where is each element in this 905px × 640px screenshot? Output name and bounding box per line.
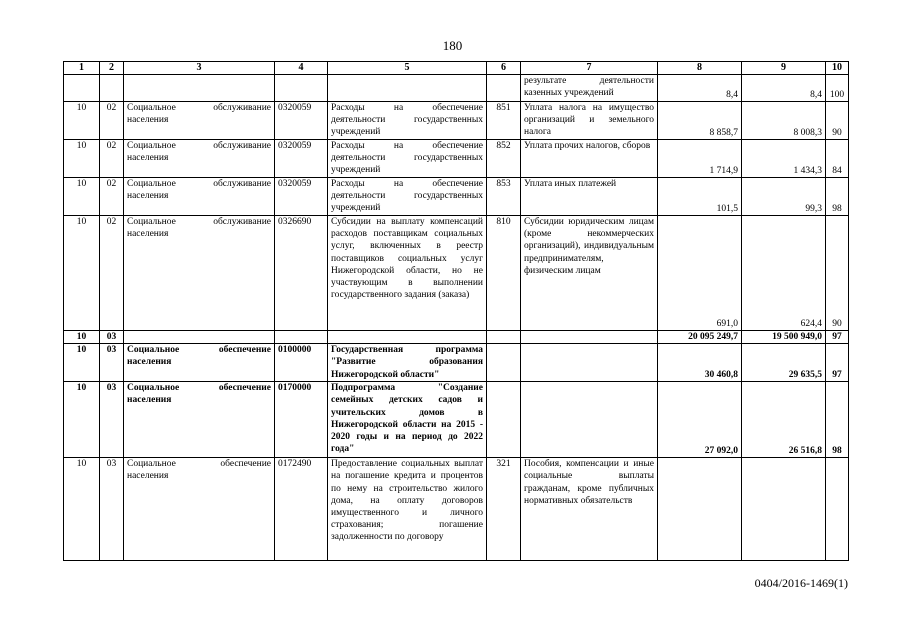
cell-target-code: 0320059: [275, 140, 328, 178]
cell-subsection: 03: [100, 344, 124, 382]
cell-plan: 27 092,0: [658, 382, 742, 458]
cell-section-name: Социальное обслуживание населения: [124, 140, 275, 178]
cell-plan: [658, 458, 742, 561]
cell-percent: 84: [826, 140, 849, 178]
cell-plan: 1 714,9: [658, 140, 742, 178]
cell-section-name: Социальное обслуживание населения: [124, 216, 275, 331]
cell-section: 10: [64, 458, 100, 561]
cell-section: [64, 75, 100, 102]
cell-actual: [742, 458, 826, 561]
cell-target-name: Расходы на обеспечение деятельности государственных учреждений: [328, 102, 487, 140]
cell-plan: 691,0: [658, 216, 742, 331]
cell-subsection: 02: [100, 102, 124, 140]
table-row: [64, 75, 849, 102]
cell-actual: 8 008,3: [742, 102, 826, 140]
cell-target-name: Расходы на обеспечение деятельности государственных учреждений: [328, 140, 487, 178]
cell-actual: 8,4: [742, 75, 826, 102]
col-header-8: 8: [658, 62, 742, 75]
cell-section: 10: [64, 382, 100, 458]
cell-target-name: [328, 331, 487, 344]
cell-percent: 97: [826, 344, 849, 382]
cell-actual: 19 500 949,0: [742, 331, 826, 344]
table-row: [64, 331, 849, 344]
cell-subsection: 02: [100, 178, 124, 216]
cell-target-name: Субсидии на выплату компенсаций расходов поставщикам социальных услуг, включенных в реестр поставщиков социальных услуг Нижегородской области, но не участвующим в выполнении государственного задания (заказа): [328, 216, 487, 331]
col-header-4: 4: [275, 62, 328, 75]
cell-actual: 99,3: [742, 178, 826, 216]
col-header-10: 10: [826, 62, 849, 75]
cell-subsection: 02: [100, 216, 124, 331]
cell-actual: 29 635,5: [742, 344, 826, 382]
col-header-5: 5: [328, 62, 487, 75]
cell-plan: 8 858,7: [658, 102, 742, 140]
col-header-7: 7: [521, 62, 658, 75]
table-row: [64, 458, 849, 561]
cell-target-name: [328, 75, 487, 102]
cell-section-name: Социальное обеспечение населения: [124, 458, 275, 561]
document-code: 0404/2016-1469(1): [754, 576, 848, 590]
cell-actual: 26 516,8: [742, 382, 826, 458]
col-header-9: 9: [742, 62, 826, 75]
cell-expense-type: [487, 75, 521, 102]
table-row: [64, 102, 849, 140]
table-row: [64, 344, 849, 382]
col-header-2: 2: [100, 62, 124, 75]
cell-plan: 20 095 249,7: [658, 331, 742, 344]
cell-target-code: [275, 331, 328, 344]
cell-target-name: Государственная программа "Развитие образования Нижегородской области": [328, 344, 487, 382]
cell-percent: 100: [826, 75, 849, 102]
cell-section: 10: [64, 140, 100, 178]
cell-percent: 98: [826, 178, 849, 216]
cell-expense-type: 321: [487, 458, 521, 561]
col-header-3: 3: [124, 62, 275, 75]
cell-subsection: [100, 75, 124, 102]
cell-percent: 90: [826, 216, 849, 331]
cell-expense-name: Субсидии юридическим лицам (кроме некоммерческих организаций), индивидуальным предпринимателям, физическим лицам: [521, 216, 658, 331]
cell-subsection: 03: [100, 382, 124, 458]
cell-target-code: 0170000: [275, 382, 328, 458]
cell-section-name: Социальное обслуживание населения: [124, 178, 275, 216]
cell-expense-name: Уплата прочих налогов, сборов: [521, 140, 658, 178]
cell-actual: 1 434,3: [742, 140, 826, 178]
cell-expense-type: 810: [487, 216, 521, 331]
header-row: [64, 62, 849, 75]
cell-section: 10: [64, 216, 100, 331]
cell-plan: 101,5: [658, 178, 742, 216]
cell-target-name: Подпрограмма "Создание семейных детских садов и учительских домов в Нижегородской области на 2015 - 2020 годы и на период до 2022 года": [328, 382, 487, 458]
cell-target-code: 0320059: [275, 178, 328, 216]
cell-expense-name: Уплата иных платежей: [521, 178, 658, 216]
table-row: [64, 216, 849, 331]
table-row: [64, 140, 849, 178]
cell-expense-name: Уплата налога на имущество организаций и земельного налога: [521, 102, 658, 140]
cell-section: 10: [64, 331, 100, 344]
cell-plan: 8,4: [658, 75, 742, 102]
cell-target-code: 0320059: [275, 102, 328, 140]
cell-target-code: 0100000: [275, 344, 328, 382]
cell-section-name: Социальное обеспечение населения: [124, 344, 275, 382]
cell-target-code: 0326690: [275, 216, 328, 331]
cell-target-code: [275, 75, 328, 102]
cell-expense-name: результате деятельности казенных учреждений: [521, 75, 658, 102]
budget-table: [63, 61, 849, 561]
cell-percent: [826, 458, 849, 561]
cell-subsection: 03: [100, 331, 124, 344]
cell-expense-type: [487, 331, 521, 344]
cell-target-name: Расходы на обеспечение деятельности государственных учреждений: [328, 178, 487, 216]
cell-plan: 30 460,8: [658, 344, 742, 382]
cell-percent: 98: [826, 382, 849, 458]
cell-expense-type: 852: [487, 140, 521, 178]
cell-target-code: 0172490: [275, 458, 328, 561]
cell-actual: 624,4: [742, 216, 826, 331]
table-row: [64, 382, 849, 458]
cell-section-name: Социальное обслуживание населения: [124, 102, 275, 140]
cell-percent: 97: [826, 331, 849, 344]
cell-section: 10: [64, 344, 100, 382]
col-header-6: 6: [487, 62, 521, 75]
table-row: [64, 178, 849, 216]
cell-expense-type: 851: [487, 102, 521, 140]
cell-expense-name: [521, 344, 658, 382]
cell-expense-name: [521, 382, 658, 458]
cell-expense-type: 853: [487, 178, 521, 216]
cell-section-name: Социальное обеспечение населения: [124, 382, 275, 458]
cell-section-name: [124, 331, 275, 344]
cell-section: 10: [64, 178, 100, 216]
cell-expense-name: Пособия, компенсации и иные социальные выплаты гражданам, кроме публичных нормативных обязательств: [521, 458, 658, 561]
cell-expense-type: [487, 382, 521, 458]
cell-expense-type: [487, 344, 521, 382]
col-header-1: 1: [64, 62, 100, 75]
cell-subsection: 02: [100, 140, 124, 178]
page-number: 180: [442, 38, 463, 53]
cell-section-name: [124, 75, 275, 102]
cell-expense-name: [521, 331, 658, 344]
cell-percent: 90: [826, 102, 849, 140]
cell-section: 10: [64, 102, 100, 140]
cell-subsection: 03: [100, 458, 124, 561]
cell-target-name: Предоставление социальных выплат на погашение кредита и процентов по нему на строительство жилого дома, на оплату договоров имущественного и личного страхования; погашение задолженности по договору: [328, 458, 487, 561]
